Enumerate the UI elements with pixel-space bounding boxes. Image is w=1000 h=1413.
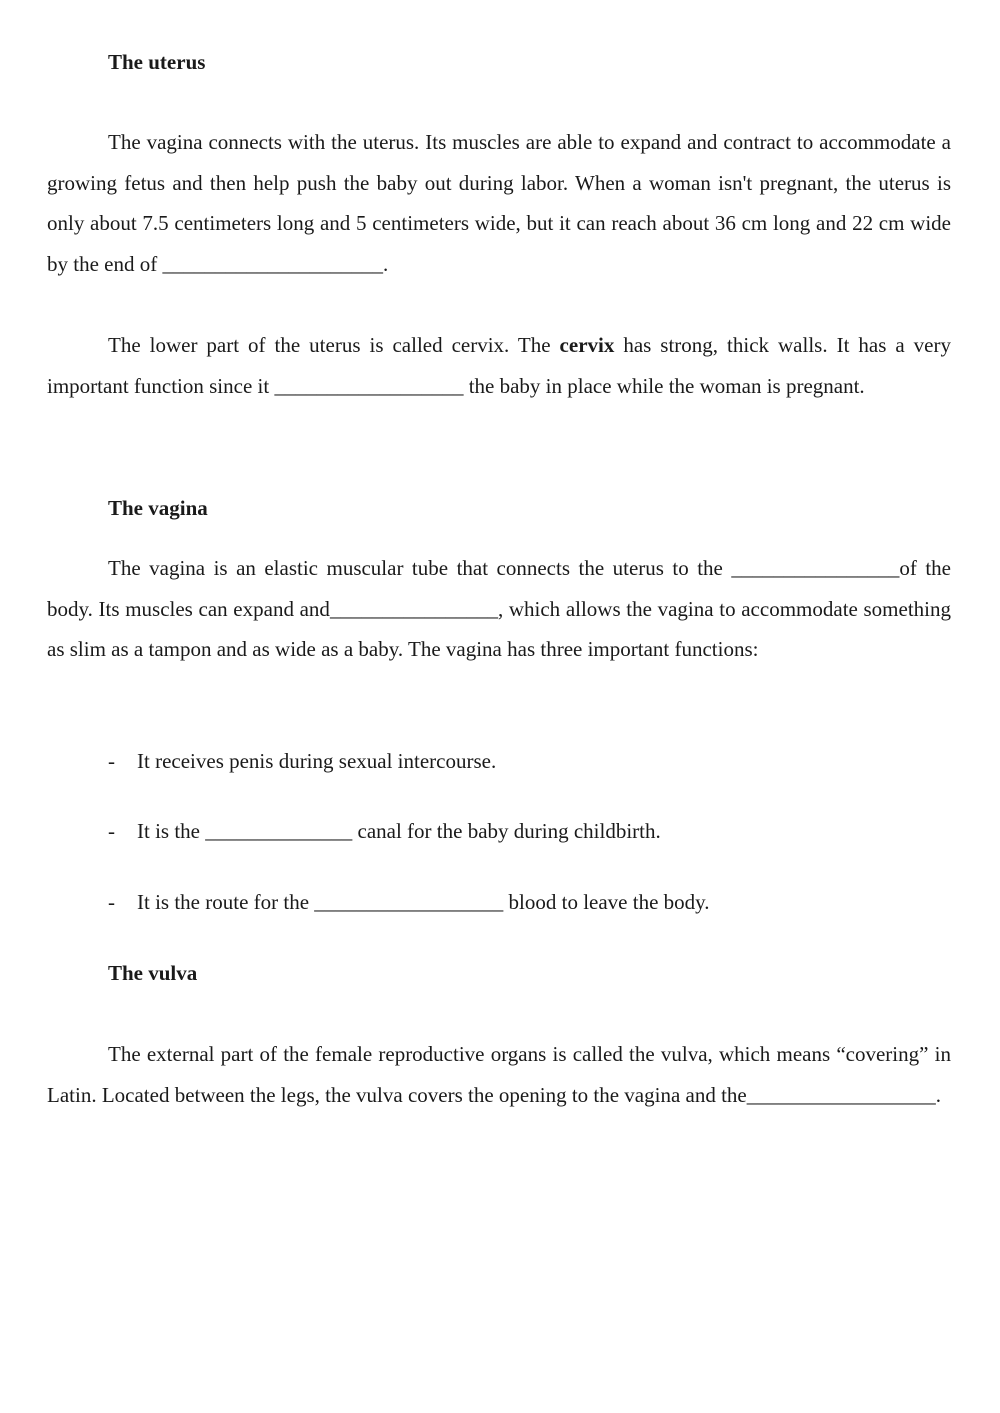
heading-vulva: The vulva: [108, 961, 198, 985]
blank-end-of[interactable]: _____________________: [162, 251, 383, 276]
blank-holds[interactable]: __________________: [274, 373, 464, 398]
paragraph-uterus-size: [47, 122, 951, 284]
paragraph-text: The lower part of the uterus is called cervix. The: [108, 333, 560, 357]
paragraph-text: The external part of the female reproductive organs is called the vulva, which means “covering” in Latin. Located between the legs, the vulva covers the opening to the vagina and the: [47, 1042, 951, 1107]
paragraph-text: .: [935, 1082, 942, 1107]
paragraph-vulva: [47, 1034, 951, 1115]
paragraph-text: of the body. Its muscles can expand and: [47, 556, 951, 621]
blank-outside[interactable]: ________________: [731, 556, 900, 580]
bullet-text: It is the route for the: [137, 890, 315, 914]
bullet-text: It receives penis during sexual intercourse.: [137, 749, 497, 773]
paragraph-text: , which allows the vagina to accommodate something as slim as a tampon and as wide as a baby. The vagina has three important functions:: [47, 596, 951, 661]
paragraph-text: The vagina is an elastic muscular tube that connects the uterus to the: [108, 556, 732, 580]
blank-birth[interactable]: ______________: [205, 819, 353, 843]
paragraph-text: has strong, thick walls. It has a very important function since it: [47, 333, 951, 398]
bold-term-cervix: cervix: [559, 333, 615, 357]
bullet-dash: -: [108, 890, 115, 914]
bullet-item: [108, 890, 948, 914]
paragraph-text: The vagina connects with the uterus. Its muscles are able to expand and contract to accommodate a growing fetus and then help push the baby out during labor. When a woman isn't pregnant, the uterus is only about 7.5 centimeters long and 5 centimeters wide, but it can reach about 36 cm long and 22 cm wide by the end of: [47, 130, 951, 276]
bullet-item: [108, 819, 948, 843]
bullet-text: canal for the baby during childbirth.: [352, 819, 661, 843]
blank-contract[interactable]: ________________: [329, 596, 498, 621]
bullet-dash: -: [108, 749, 115, 773]
bullet-text: blood to leave the body.: [503, 890, 710, 914]
bullet-item: [108, 749, 948, 773]
bullet-text: It is the: [137, 819, 206, 843]
blank-urethra[interactable]: __________________: [746, 1082, 936, 1107]
paragraph-vagina: [47, 548, 951, 670]
heading-vagina: The vagina: [108, 496, 208, 520]
bullet-dash: -: [108, 819, 115, 843]
paragraph-cervix: [47, 325, 951, 406]
paragraph-text: .: [382, 251, 389, 276]
heading-uterus: The uterus: [108, 50, 206, 74]
blank-menstrual[interactable]: __________________: [314, 890, 504, 914]
paragraph-text: the baby in place while the woman is pregnant.: [463, 373, 865, 398]
